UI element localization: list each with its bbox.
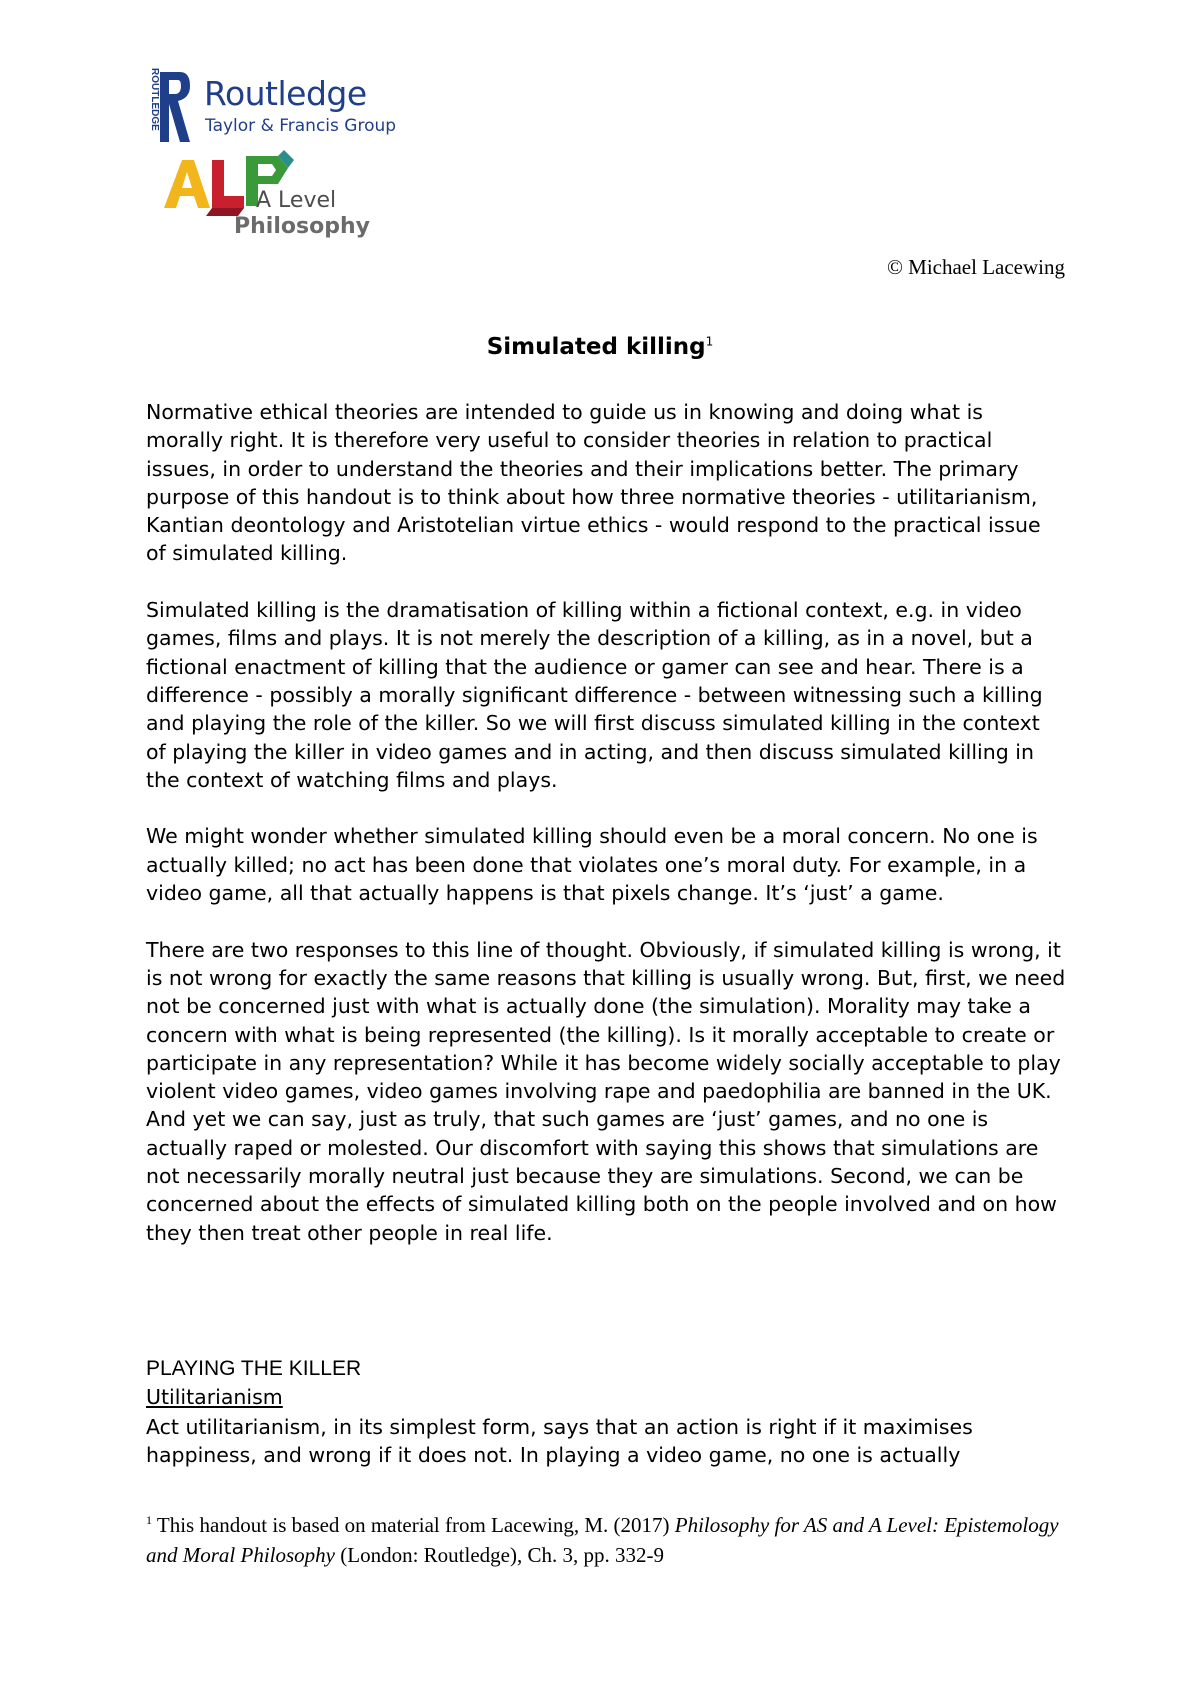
routledge-vertical-wordmark: ROUTLEDGE	[149, 68, 160, 131]
routledge-mark-icon	[142, 68, 192, 146]
footnote	[146, 1505, 1066, 1570]
title-footnote-marker: 1	[705, 334, 714, 349]
routledge-tagline: Taylor & Francis Group	[205, 116, 397, 136]
section-heading: PLAYING THE KILLER	[146, 1357, 362, 1380]
paragraph: Act utilitarianism, in its simplest form, says that an action is right if it maximises happiness, and wrong if it does not. In playing a video game, no one is actually	[146, 1415, 973, 1468]
paragraph: We might wonder whether simulated killing should even be a moral concern. No one is actually killed; no act has been done that violates one’s moral duty. For example, in a video game, all that actually happens is that pixels change. It’s ‘just’ a game.	[146, 824, 1038, 906]
paragraph: Simulated killing is the dramatisation of killing within a fictional context, e.g. in video games, films and plays. It is not merely the description of a killing, as in a novel, but a fictional enactment of killing that the audience or gamer can see and hear. There is a difference - possibly a morally significant difference - between witnessing such a killing and playing the role of the killer. So we will first discuss simulated killing in the context of playing the killer in video games and in acting, and then discuss simulated killing in the context of watching films and plays.	[146, 598, 1043, 792]
paragraph: There are two responses to this line of thought. Obviously, if simulated killing is wrong, it is not wrong for exactly the same reasons that killing is usually wrong. But, first, we need not be concerned just with what is actually done (the simulation). Morality may take a concern with what is being represented (the killing). Is it morally acceptable to create or participate in any representation? While it has become widely socially acceptable to play violent video games, video games involving rape and paedophilia are banned in the UK. And yet we can say, just as truly, that such games are ‘just’ games, and no one is actually raped or molested. Our discomfort with saying this shows that simulations are not necessarily morally neutral just because they are simulations. Second, we can be concerned about the effects of simulated killing both on the people involved and on how they then treat other people in real life.	[146, 937, 1066, 1245]
footnote-book-title: Philosophy for AS and A Level: Epistemology and Moral Philosophy	[146, 1513, 1059, 1567]
routledge-name: Routledge	[204, 74, 367, 113]
footnote-text-before: This handout is based on material from Lacewing, M. (2017)	[152, 1513, 675, 1537]
subheading: Utilitarianism	[146, 1385, 283, 1409]
title-text: Simulated killing	[486, 334, 706, 360]
footnote-marker: 1	[146, 1513, 152, 1527]
alp-line1: A Level	[256, 188, 337, 213]
paragraph: Normative ethical theories are intended to guide us in knowing and doing what is morally right. It is therefore very useful to consider theories in relation to practical issues, in order to understand the theories and their implications better. The primary purpose of this handout is to think about how three normative theories - utilitarianism, Kantian deontology and Aristotelian virtue ethics - would respond to the practical issue of simulated killing.	[146, 400, 1041, 566]
alp-logo	[160, 150, 400, 246]
alp-line2: Philosophy	[234, 214, 370, 239]
routledge-logo	[142, 68, 402, 146]
document-title	[0, 334, 1200, 360]
copyright-notice: © Michael Lacewing	[886, 255, 1065, 279]
document-body	[146, 398, 1066, 1275]
footnote-text-after: (London: Routledge), Ch. 3, pp. 332-9	[335, 1543, 664, 1567]
